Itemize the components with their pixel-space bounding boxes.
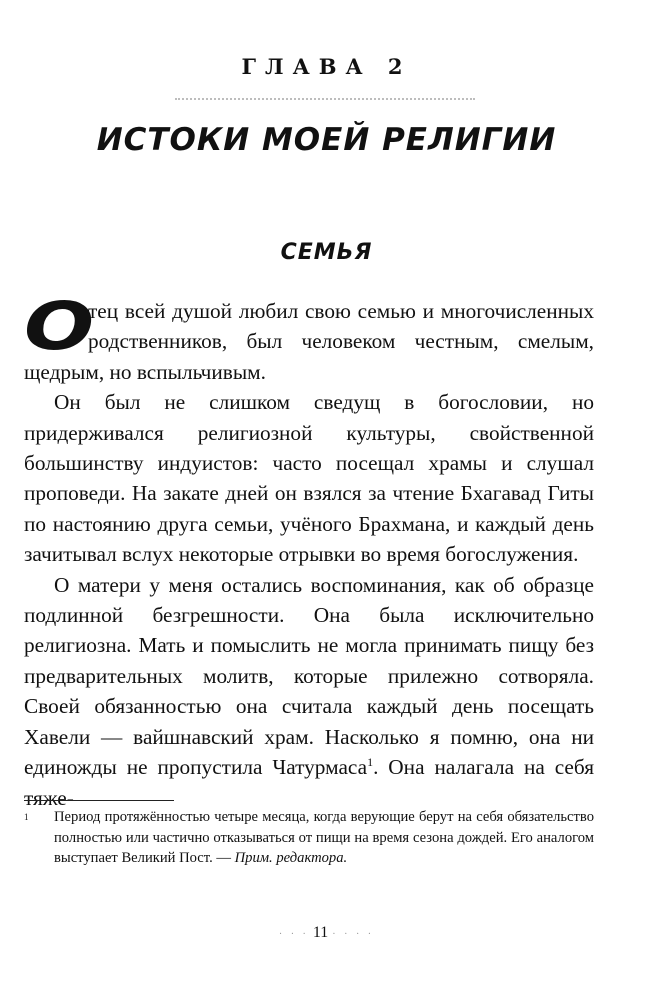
page-number	[0, 924, 653, 942]
footnote-reference[interactable]: 1	[367, 755, 374, 769]
body-text	[24, 288, 594, 813]
section-title: СЕМЬЯ	[280, 240, 373, 265]
chapter-title: ИСТОКИ МОЕЙ РЕЛИГИИ	[96, 122, 557, 158]
paragraph-2: Он был не слишком сведущ в богословии, но придерживался религиозной культуры, свойственной большинству индуистов: часто посещал храмы и слушал проповеди. На закате дней он взялся за чтение Бхагавад Гиты по настоянию друга семьи, учёного Брахмана, и каждый день зачитывал вслух некоторые отрывки во время богослужения.	[24, 390, 594, 567]
chapter-label: ГЛАВА 2	[241, 54, 412, 79]
page-number-left-ornament: · · ·	[278, 929, 309, 940]
drop-cap: О	[24, 288, 95, 365]
footnote-divider	[24, 800, 174, 801]
paragraph-3-text-end: . Она налагала на себя тяже-	[24, 755, 594, 810]
footnote-attribution: Прим. редактора.	[234, 850, 348, 866]
page-number-right-ornament: · · · ·	[332, 929, 375, 940]
paragraph-3-text: О матери у меня остались воспоминания, как об образце подлинной безгрешности. Она была исключительно религиозна. Мать и помыслить не могла принимать пищу без предварительных молитв, которые прилежно сотворяла. Своей обязанностью она считала каждый день посещать Хавели — вайшнавский храм. Насколько я помню, она ни единожды не пропустила Чатурмаса	[24, 572, 594, 780]
footnote-marker: 1	[24, 812, 29, 822]
footnote	[24, 807, 594, 869]
footnote-body: Период протяжённостью четыре месяца, когда верующие берут на себя обязательство полностью или частично отказываться от пищи на время сезона дождей. Его аналогом выступает Великий Пост. —	[54, 809, 594, 866]
paragraph-1	[24, 288, 594, 387]
paragraph-1-text: тец всей душой любил свою семью и многочисленных родственников, был человеком честным, смелым, щедрым, но вспыльчивым.	[24, 299, 594, 384]
footnote-text	[24, 807, 594, 869]
chapter-divider	[175, 98, 475, 100]
page-number-value: 11	[312, 924, 329, 941]
paragraph-3	[24, 570, 594, 813]
